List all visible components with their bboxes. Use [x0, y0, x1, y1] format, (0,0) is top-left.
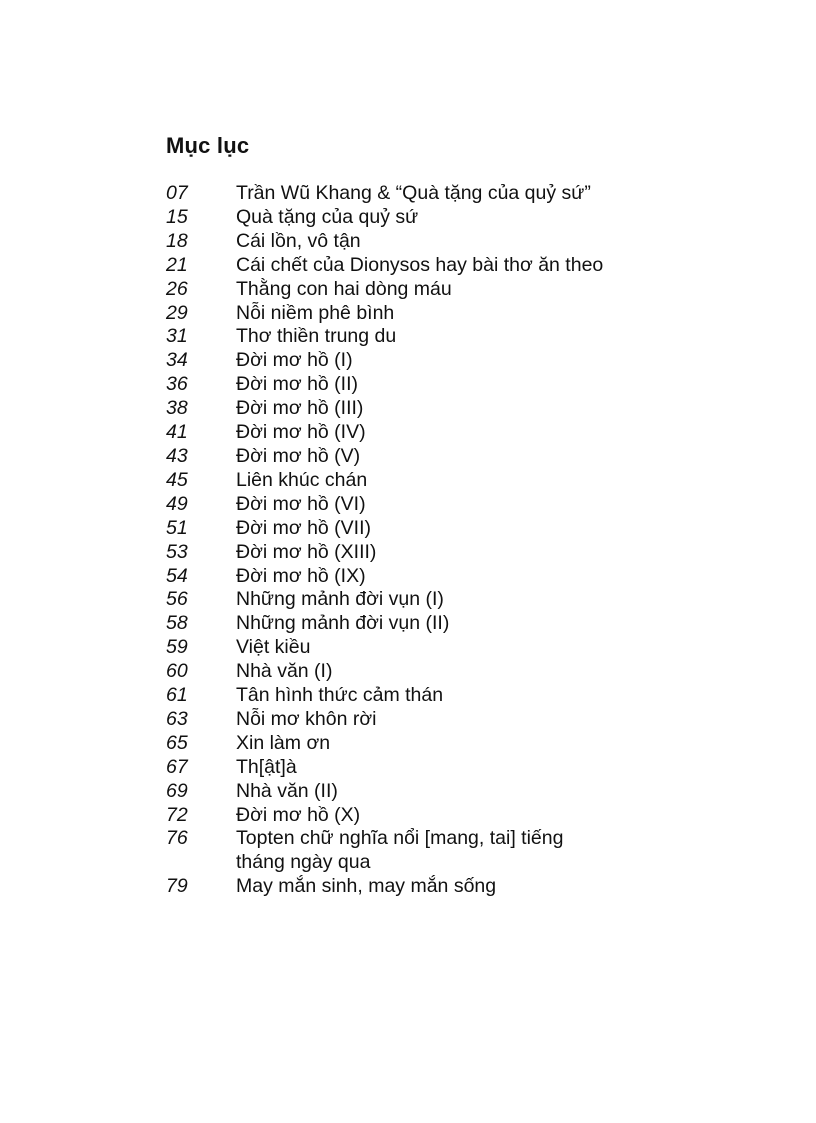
toc-entry	[166, 565, 766, 589]
toc-entry	[166, 325, 766, 349]
toc-entry-title: Đời mơ hồ (II)	[236, 373, 358, 396]
toc-page-number: 31	[166, 325, 188, 348]
toc-page-number: 79	[166, 875, 188, 898]
toc-entry-title: Đời mơ hồ (VI)	[236, 492, 366, 515]
toc-entry-title: Tân hình thức cảm thán	[236, 684, 444, 707]
toc-entry	[166, 517, 766, 541]
toc-page-number: 21	[166, 253, 188, 276]
toc-entry	[166, 756, 766, 780]
toc-page-number: 76	[166, 827, 188, 850]
toc-entry	[166, 875, 766, 899]
toc-entry-title: Nhà văn (I)	[236, 660, 333, 683]
toc-page-number: 49	[166, 492, 188, 515]
toc-entry-title: Những mảnh đời vụn (I)	[236, 588, 444, 611]
toc-page-number: 34	[166, 349, 188, 372]
toc-page-number: 56	[166, 588, 188, 611]
toc-entry	[166, 708, 766, 732]
toc-entry-title: Quà tặng của quỷ sứ	[236, 205, 419, 228]
toc-entry-title: Liên khúc chán	[236, 468, 368, 491]
toc-page-number: 26	[166, 277, 188, 300]
toc-entry	[166, 588, 766, 612]
toc-entry	[166, 421, 766, 445]
toc-entry-title: Xin làm ơn	[236, 731, 331, 754]
toc-entry	[166, 445, 766, 469]
toc-page-number: 41	[166, 421, 188, 444]
toc-entry	[166, 780, 766, 804]
toc-page-number: 60	[166, 660, 188, 683]
toc-entry	[166, 373, 766, 397]
toc-entry	[166, 636, 766, 660]
toc-entry-title: Việt kiều	[236, 636, 311, 659]
toc-page-number: 72	[166, 803, 188, 826]
toc-page-number: 36	[166, 373, 188, 396]
toc-entry-title: Nỗi mơ khôn rời	[236, 707, 377, 730]
toc-page-number: 67	[166, 755, 188, 778]
toc-page-number: 65	[166, 731, 188, 754]
toc-entry	[166, 278, 766, 302]
toc-entry	[166, 804, 766, 828]
toc-entry-title: May mắn sinh, may mắn sống	[236, 875, 497, 898]
toc-entry-title: Đời mơ hồ (III)	[236, 397, 364, 420]
toc-entry-title: Đời mơ hồ (VII)	[236, 516, 372, 539]
toc-entry-title: Thằng con hai dòng máu	[236, 277, 452, 300]
toc-entry	[166, 612, 766, 636]
toc-page-number: 38	[166, 397, 188, 420]
toc-entry	[166, 182, 766, 206]
toc-entry	[166, 349, 766, 373]
toc-entry	[166, 230, 766, 254]
toc-page-number: 43	[166, 444, 188, 467]
table-of-contents	[166, 130, 766, 899]
toc-entry	[166, 684, 766, 708]
toc-entry	[166, 206, 766, 230]
toc-page-number: 51	[166, 516, 188, 539]
toc-entry-title: Đời mơ hồ (XIII)	[236, 540, 377, 563]
toc-page-number: 18	[166, 229, 188, 252]
toc-entry	[166, 493, 766, 517]
toc-entry	[166, 541, 766, 565]
toc-entry-title: Th[ật]à	[236, 755, 297, 778]
toc-entry-title: Cái chết của Dionysos hay bài thơ ăn theo	[236, 253, 604, 276]
toc-page-number: 07	[166, 182, 188, 204]
toc-entry-title: Nỗi niềm phê bình	[236, 301, 395, 324]
page-title: Mục lục	[166, 133, 250, 158]
toc-page-number: 29	[166, 301, 188, 324]
toc-page-number: 59	[166, 636, 188, 659]
toc-entry-title: Thơ thiền trung du	[236, 325, 397, 348]
toc-page-number: 54	[166, 564, 188, 587]
toc-entry	[166, 732, 766, 756]
toc-entry-title: Đời mơ hồ (X)	[236, 803, 361, 826]
toc-entry	[166, 827, 766, 875]
toc-entry-title: Những mảnh đời vụn (II)	[236, 612, 450, 635]
toc-page-number: 61	[166, 684, 188, 707]
toc-page-number: 45	[166, 468, 188, 491]
toc-entry-title: Trần Wũ Khang & “Quà tặng của quỷ sứ”	[236, 182, 591, 204]
toc-page-number: 53	[166, 540, 188, 563]
toc-entry	[166, 469, 766, 493]
toc-page-number: 15	[166, 205, 188, 228]
toc-entry	[166, 302, 766, 326]
toc-entry-title: Đời mơ hồ (I)	[236, 349, 353, 372]
toc-entry-title: Nhà văn (II)	[236, 779, 338, 802]
toc-entry-title: Cái lồn, vô tận	[236, 229, 361, 252]
toc-page-number: 63	[166, 707, 188, 730]
toc-entry	[166, 397, 766, 421]
toc-entry	[166, 660, 766, 684]
toc-entry-title: Đời mơ hồ (IX)	[236, 564, 366, 587]
toc-entry	[166, 254, 766, 278]
toc-page-number: 58	[166, 612, 188, 635]
toc-entry-title: Đời mơ hồ (V)	[236, 444, 361, 467]
toc-entry-title: Đời mơ hồ (IV)	[236, 421, 366, 444]
toc-entry-title: Topten chữ nghĩa nổi [mang, tai] tiếng tháng ngày qua	[236, 827, 564, 874]
toc-list	[166, 182, 766, 899]
toc-page-number: 69	[166, 779, 188, 802]
